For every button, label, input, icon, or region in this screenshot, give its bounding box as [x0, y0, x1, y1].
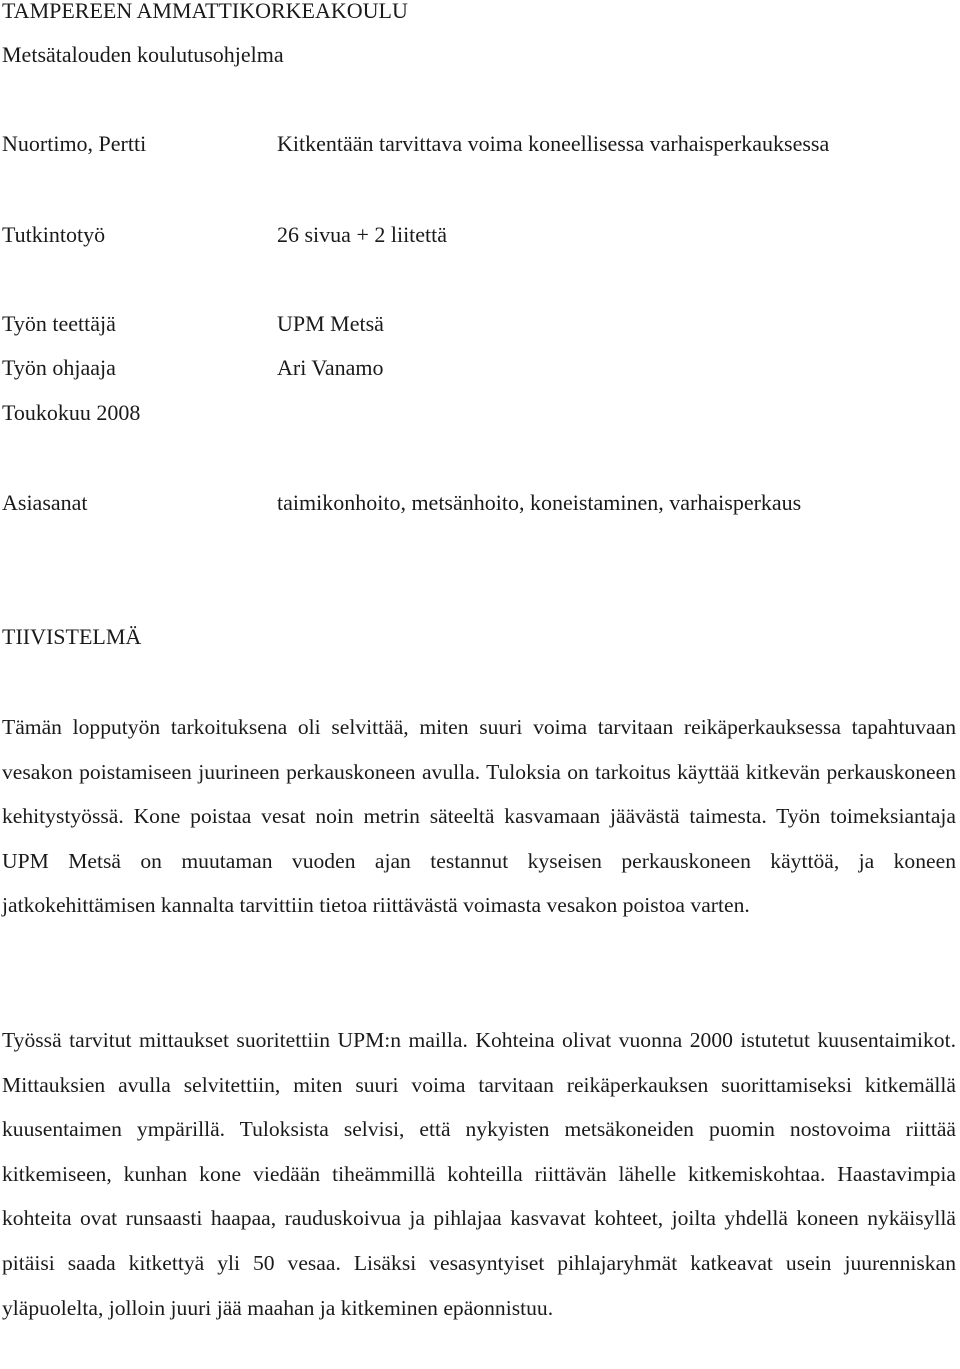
supervisor-label: Työn ohjaaja [2, 355, 116, 380]
keywords-label: Asiasanat [2, 490, 88, 515]
abstract-heading: TIIVISTELMÄ [2, 624, 142, 649]
author-name: Nuortimo, Pertti [2, 131, 147, 156]
document-type-label: Tutkintotyö [2, 222, 106, 247]
program-name: Metsätalouden koulutusohjelma [2, 42, 284, 67]
commissioner-label: Työn teettäjä [2, 311, 116, 336]
abstract-paragraph-1: Tämän lopputyön tarkoituksena oli selvittää, miten suuri voima tarvitaan reikäperkauksessa tapahtuvaan vesakon poistamiseen juurineen perkauskoneen avulla. Tuloksia on tarkoitus käyttää kitkevän perkauskoneen kehitystyössä. Kone poistaa vesat noin metrin säteeltä kasvamaan jäävästä taimesta. Työn toimeksiantaja UPM Metsä on muutaman vuoden ajan testannut kyseisen perkauskoneen käyttöä, ja koneen jatkokehittämisen kannalta tarvittiin tietoa riittävästä voimasta vesakon poistoa varten. [2, 715, 956, 918]
supervisor-value: Ari Vanamo [277, 355, 384, 380]
thesis-title: Kitkentään tarvittava voima koneellisessa varhaisperkauksessa [277, 131, 830, 156]
keywords-value: taimikonhoito, metsänhoito, koneistaminen, varhaisperkaus [277, 490, 802, 515]
abstract-paragraph-2: Työssä tarvitut mittaukset suoritettiin UPM:n mailla. Kohteina olivat vuonna 2000 istutetut kuusentaimikot. Mittauksien avulla selvitettiin, miten suuri voima tarvitaan reikäperkauksen suorittamiseksi kitkemällä kuusentaimen ympärillä. Tuloksista selvisi, että nykyisten metsäkoneiden puomin nostovoima riittää kitkemiseen, kunhan kone viedään tiheämmillä kohteilla riittävän lähelle kitkemiskohtaa. Haastavimpia kohteita ovat runsaasti haapaa, rauduskoivua ja pihlajaa kasvavat kohteet, joilta yhdellä koneen nykäisyllä pitäisi saada kitkettyä yli 50 vesaa. Lisäksi vesasyntyiset pihlajaryhmät katkeavat usein juurenniskan yläpuolelta, jolloin juuri jää maahan ja kitkeminen epäonnistuu. [2, 1028, 956, 1320]
commissioner-value: UPM Metsä [277, 311, 384, 336]
school-name: TAMPEREEN AMMATTIKORKEAKOULU [2, 0, 408, 23]
document-type-value: 26 sivua + 2 liitettä [277, 222, 448, 247]
date-text: Toukokuu 2008 [2, 400, 141, 425]
